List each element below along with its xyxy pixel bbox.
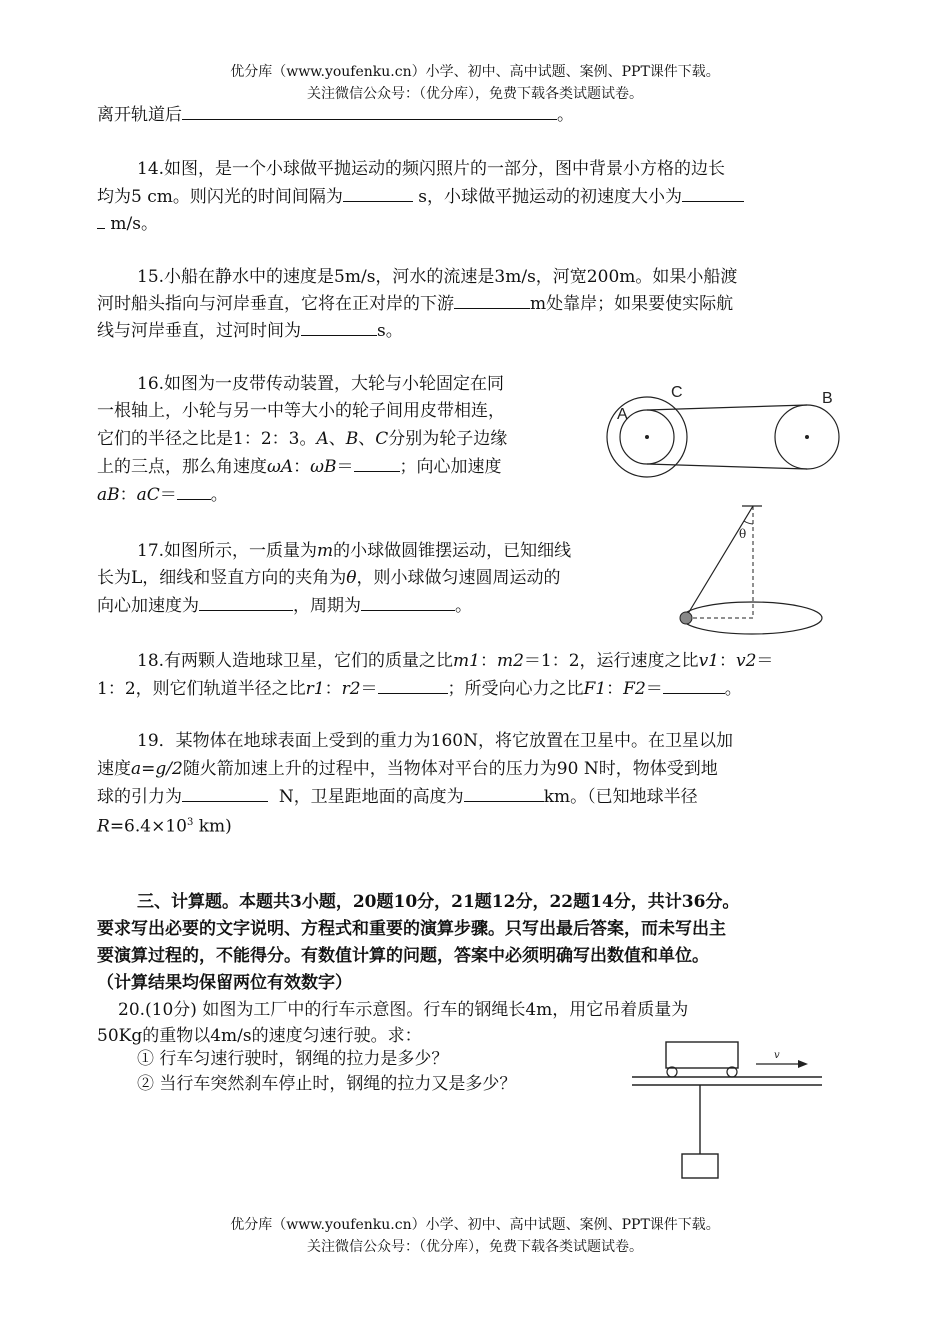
q18-line-2: 1：2，则它们轨道半径之比r1：r2＝ ；所受向心力之比F1：F2＝ 。: [97, 679, 742, 699]
velocity-label: v: [774, 1050, 780, 1061]
q16-line-5: aB：aC＝ 。: [97, 485, 228, 505]
footer-line-1: 优分库（www.youfenku.cn）小学、初中、高中试题、案例、PPT课件下载。: [230, 1217, 720, 1233]
q14-line-1: 14.如图，是一个小球做平抛运动的频闪照片的一部分，图中背景小方格的边长: [137, 159, 726, 179]
q19-line-2: 速度a=g/2随火箭加速上升的过程中，当物体对平台的压力为90 N时，物体受到地: [97, 759, 718, 779]
q19-line-4: $R=6.4\times 10^3$ km): [97, 816, 232, 837]
belt-drive-figure: [600, 375, 870, 490]
q15-line-1: 15.小船在静水中的速度是5m/s，河水的流速是3m/s，河宽200m。如果小船渡: [137, 267, 738, 287]
label-C: C: [671, 384, 683, 401]
crane-figure: [628, 1036, 828, 1186]
q14-line-2: 均为5 cm。则闪光的时间间隔为 s，小球做平抛运动的初速度大小为: [97, 186, 744, 208]
section3-line-1: 三、计算题。本题共3小题，20题10分，21题12分，22题14分，共计36分。: [137, 892, 740, 912]
ball: [680, 612, 692, 624]
q19-line-1: 19．某物体在地球表面上受到的重力为160N，将它放置在卫星中。在卫星以加: [137, 731, 733, 751]
header-line-1: 优分库（www.youfenku.cn）小学、初中、高中试题、案例、PPT课件下载。: [230, 64, 720, 80]
q16-line-3: 它们的半径之比是1：2：3。A、B、C分别为轮子边缘: [97, 429, 508, 449]
section3-line-4: （计算结果均保留两位有效数字）: [97, 973, 352, 993]
q20-line-2: 50Kg的重物以4m/s的速度匀速行驶。求：: [97, 1026, 422, 1046]
axle-left: [645, 435, 649, 439]
header-line-2: 关注微信公众号：（优分库），免费下载各类试题试卷。: [307, 86, 643, 102]
q16-line-2: 一根轴上，小轮与另一中等大小的轮子间用皮带相连，: [97, 401, 505, 421]
velocity-arrow-head: [798, 1060, 808, 1068]
q17-line-3: 向心加速度为 ，周期为 。: [97, 596, 472, 616]
q20-line-3: ① 行车匀速行驶时，钢绳的拉力是多少？: [137, 1049, 449, 1069]
q20-line-1: 20.(10分) 如图为工厂中的行车示意图。行车的钢绳长4m，用它吊着质量为: [118, 1000, 689, 1020]
q17-line-1: 17.如图所示，一质量为m的小球做圆锥摆运动，已知细线: [137, 541, 572, 561]
q17-line-2: 长为L，细线和竖直方向的夹角为θ，则小球做匀速圆周运动的: [97, 568, 561, 588]
axle-right: [805, 435, 809, 439]
angle-arc: [744, 521, 753, 524]
q19-line-3: 球的引力为 N，卫星距地面的高度为 km。（已知地球半径: [97, 787, 698, 807]
string: [686, 506, 753, 617]
q15-line-3: 线与河岸垂直，过河时间为 s。: [97, 321, 403, 341]
footer-line-2: 关注微信公众号：（优分库），免费下载各类试题试卷。: [307, 1239, 643, 1255]
q15-line-2: 河时船头指向与河岸垂直，它将在正对岸的下游 m处靠岸；如果要使实际航: [97, 294, 734, 314]
section3-line-3: 要演算过程的，不能得分。有数值计算的问题，答案中必须明确写出数值和单位。: [97, 946, 709, 966]
q16-line-1: 16.如图为一皮带传动装置，大轮与小轮固定在同: [137, 374, 505, 394]
theta-label: θ: [739, 527, 747, 541]
q16-line-4: 上的三点，那么角速度ωA：ωB＝ ；向心加速度: [97, 457, 502, 477]
q18-line-1: 18.有两颗人造地球卫星，它们的质量之比m1：m2＝1：2，运行速度之比v1：v2＝: [137, 651, 774, 671]
q14-line-3: m/s。: [97, 213, 158, 235]
q20-line-4: ② 当行车突然刹车停止时，钢绳的拉力又是多少？: [137, 1074, 517, 1094]
label-A: A: [617, 406, 628, 423]
section3-line-2: 要求写出必要的文字说明、方程式和重要的演算步骤。只写出最后答案，而未写出主: [97, 919, 726, 939]
label-B: B: [822, 390, 833, 407]
trolley-body: [666, 1042, 738, 1068]
load: [682, 1154, 718, 1178]
conical-pendulum-figure: [672, 498, 832, 638]
q13-tail: 离开轨道后 。: [97, 105, 574, 125]
